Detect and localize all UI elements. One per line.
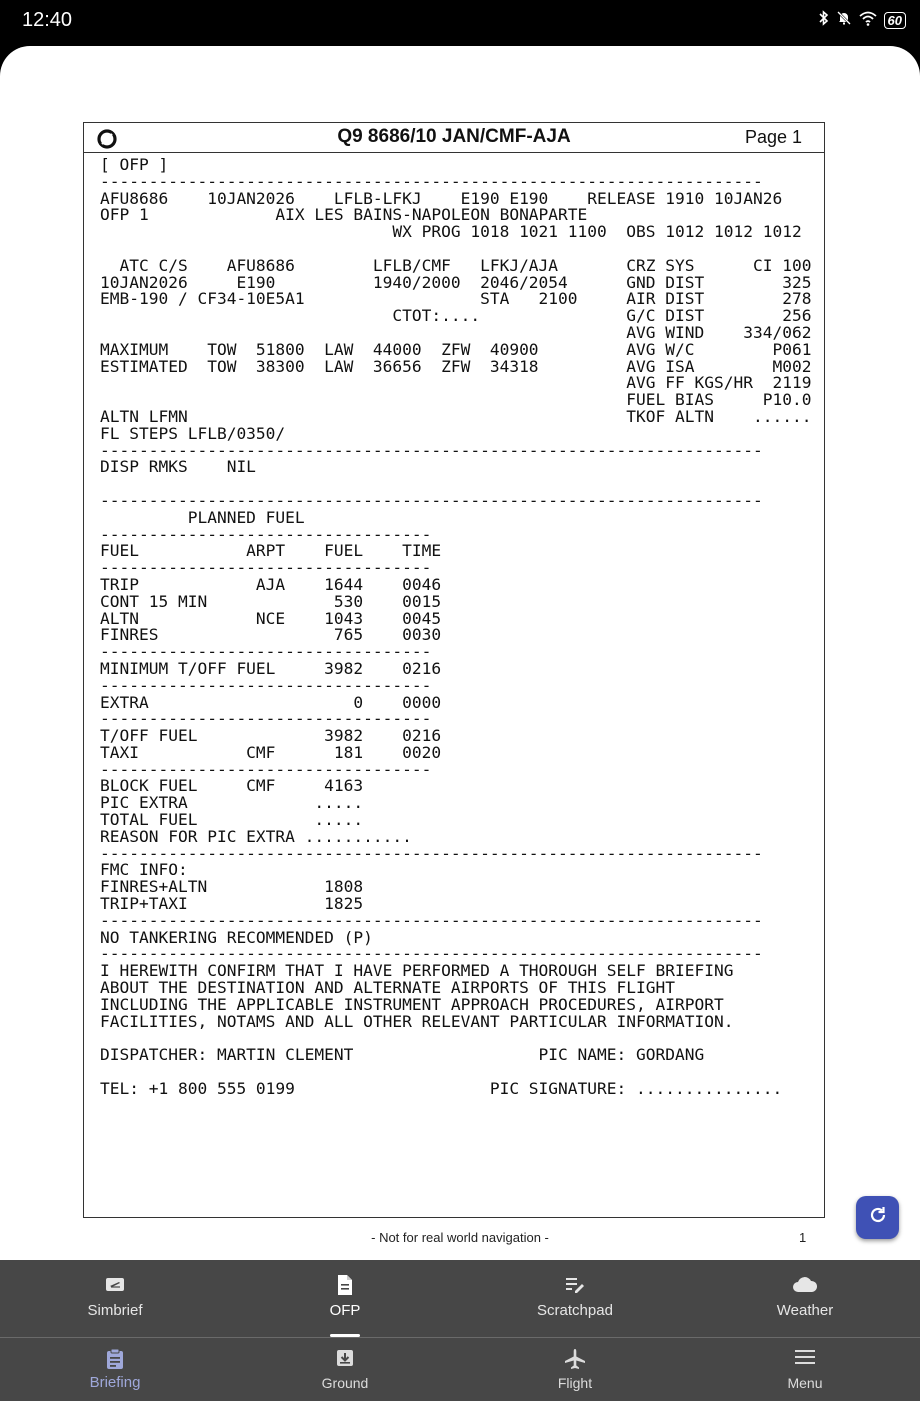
ofp-line: ---------------------------------- (100, 558, 432, 578)
refresh-button[interactable] (856, 1196, 899, 1239)
ofp-line: WX PROG 1018 1021 1100 OBS 1012 1012 1012 (100, 222, 802, 242)
ofp-line: OFP 1 AIX LES BAINS-NAPOLEON BONAPARTE (100, 205, 588, 225)
briefing-subtabs (0, 1260, 920, 1337)
tab-scratchpad-label: Scratchpad (537, 1302, 613, 1319)
download-box-icon (230, 1348, 460, 1372)
ofp-line: ---------------------------------- (100, 709, 432, 729)
tab-scratchpad[interactable] (460, 1260, 690, 1337)
tab-ofp[interactable] (230, 1260, 460, 1337)
ofp-line: ABOUT THE DESTINATION AND ALTERNATE AIRPORTS OF THIS FLIGHT (100, 978, 675, 998)
nav-menu-label: Menu (787, 1375, 823, 1391)
ofp-line: FL STEPS LFLB/0350/ (100, 423, 286, 443)
ofp-line: AVG WIND 334/062 (100, 322, 812, 342)
tab-weather-label: Weather (776, 1302, 834, 1319)
ofp-line: -------------------------------------------------------------------- (100, 910, 763, 930)
ofp-line: ESTIMATED TOW 38300 LAW 36656 ZFW 34318 AVG ISA M002 (100, 356, 812, 376)
ofp-line: TEL: +1 800 555 0199 PIC SIGNATURE: ............... (100, 1078, 783, 1098)
ofp-line: CTOT:.... G/C DIST 256 (100, 306, 812, 326)
ofp-line: -------------------------------------------------------------------- (100, 440, 763, 460)
ofp-line: -------------------------------------------------------------------- (100, 171, 763, 191)
ofp-line: PIC EXTRA ..... (100, 793, 364, 813)
ofp-line: ---------------------------------- (100, 642, 432, 662)
ofp-line: ---------------------------------- (100, 675, 432, 695)
ofp-line: AFU8686 10JAN2026 LFLB-LFKJ E190 E190 RELEASE 1910 10JAN26 (100, 188, 783, 208)
ofp-line: TAXI CMF 181 0020 (100, 742, 442, 762)
ofp-line: AVG FF KGS/HR 2119 (100, 373, 812, 393)
ofp-line: INCLUDING THE APPLICABLE INSTRUMENT APPROACH PROCEDURES, AIRPORT (100, 994, 724, 1014)
plane-ticket-icon (0, 1274, 230, 1298)
status-bar (0, 0, 920, 46)
ofp-line: FUEL BIAS P10.0 (100, 390, 812, 410)
document-header (84, 123, 824, 153)
status-time: 12:40 (22, 9, 73, 31)
ofp-line: EMB-190 / CF34-10E5A1 STA 2100 AIR DIST 278 (100, 289, 812, 309)
nav-briefing-label: Briefing (89, 1374, 141, 1391)
tab-simbrief-label: Simbrief (87, 1302, 143, 1319)
ofp-line: ATC C/S AFU8686 LFLB/CMF LFKJ/AJA CRZ SYS CI 100 (100, 255, 812, 275)
ofp-line: MINIMUM T/OFF FUEL 3982 0216 (100, 658, 442, 678)
ofp-line: ALTN LFMN TKOF ALTN ...... (100, 406, 812, 426)
ofp-line: FACILITIES, NOTAMS AND ALL OTHER RELEVANT PARTICULAR INFORMATION. (100, 1011, 734, 1031)
nav-flight-label: Flight (557, 1375, 593, 1391)
ofp-line: TOTAL FUEL ..... (100, 810, 364, 830)
hamburger-icon (690, 1348, 920, 1372)
ofp-body (100, 157, 811, 1098)
airplane-icon (460, 1348, 690, 1372)
bottom-navigation (0, 1337, 920, 1401)
ofp-line: EXTRA 0 0000 (100, 692, 442, 712)
ofp-line: -------------------------------------------------------------------- (100, 490, 763, 510)
ofp-line: CONT 15 MIN 530 0015 (100, 591, 442, 611)
ofp-line: [ OFP ] (100, 155, 169, 174)
nav-briefing[interactable] (0, 1338, 230, 1401)
clipboard-icon (0, 1348, 230, 1372)
status-icons (818, 10, 906, 30)
document-title: Q9 8686/10 JAN/CMF-AJA (337, 126, 571, 147)
tab-ofp-label: OFP (329, 1302, 361, 1319)
ofp-line: REASON FOR PIC EXTRA ........... (100, 826, 412, 846)
ofp-document (83, 122, 825, 1218)
ofp-line: ALTN NCE 1043 0045 (100, 608, 442, 628)
ofp-line: FINRES+ALTN 1808 (100, 877, 364, 897)
ofp-line: MAXIMUM TOW 51800 LAW 44000 ZFW 40900 AVG W/C P061 (100, 339, 812, 359)
ofp-line: DISP RMKS NIL (100, 457, 256, 477)
ofp-line: T/OFF FUEL 3982 0216 (100, 726, 442, 746)
tab-simbrief[interactable] (0, 1260, 230, 1337)
ofp-line: TRIP AJA 1644 0046 (100, 574, 442, 594)
notes-edit-icon (460, 1274, 690, 1298)
navigation-disclaimer: - Not for real world navigation - (371, 1230, 549, 1245)
nav-menu[interactable] (690, 1338, 920, 1401)
ofp-line: DISPATCHER: MARTIN CLEMENT PIC NAME: GORDANG (100, 1045, 705, 1065)
nav-ground[interactable] (230, 1338, 460, 1401)
document-page-label: Page 1 (744, 127, 802, 147)
bluetooth-icon (818, 10, 830, 30)
ofp-line: ---------------------------------- (100, 524, 432, 544)
cloud-icon (690, 1274, 920, 1298)
ofp-line: BLOCK FUEL CMF 4163 (100, 776, 364, 796)
ofp-line: TRIP+TAXI 1825 (100, 894, 364, 914)
bell-off-icon (836, 10, 852, 30)
ofp-line: FMC INFO: (100, 860, 188, 880)
tab-weather[interactable] (690, 1260, 920, 1337)
battery-indicator: 60 (884, 12, 906, 29)
ofp-line: -------------------------------------------------------------------- (100, 843, 763, 863)
wifi-icon (858, 10, 878, 30)
ofp-line: NO TANKERING RECOMMENDED (P) (100, 927, 373, 947)
ofp-line: FINRES 765 0030 (100, 625, 442, 645)
refresh-icon (868, 1205, 888, 1230)
ofp-line: PLANNED FUEL (100, 507, 305, 527)
ofp-line: FUEL ARPT FUEL TIME (100, 541, 442, 561)
ofp-line: ---------------------------------- (100, 759, 432, 779)
document-icon (230, 1274, 460, 1298)
nav-ground-label: Ground (321, 1375, 369, 1391)
ofp-line: 10JAN2026 E190 1940/2000 2046/2054 GND DIST 325 (100, 272, 812, 292)
nav-flight[interactable] (460, 1338, 690, 1401)
page-number: 1 (799, 1230, 807, 1245)
ofp-line: I HEREWITH CONFIRM THAT I HAVE PERFORMED A THOROUGH SELF BRIEFING (100, 961, 734, 981)
ofp-line: -------------------------------------------------------------------- (100, 944, 763, 964)
